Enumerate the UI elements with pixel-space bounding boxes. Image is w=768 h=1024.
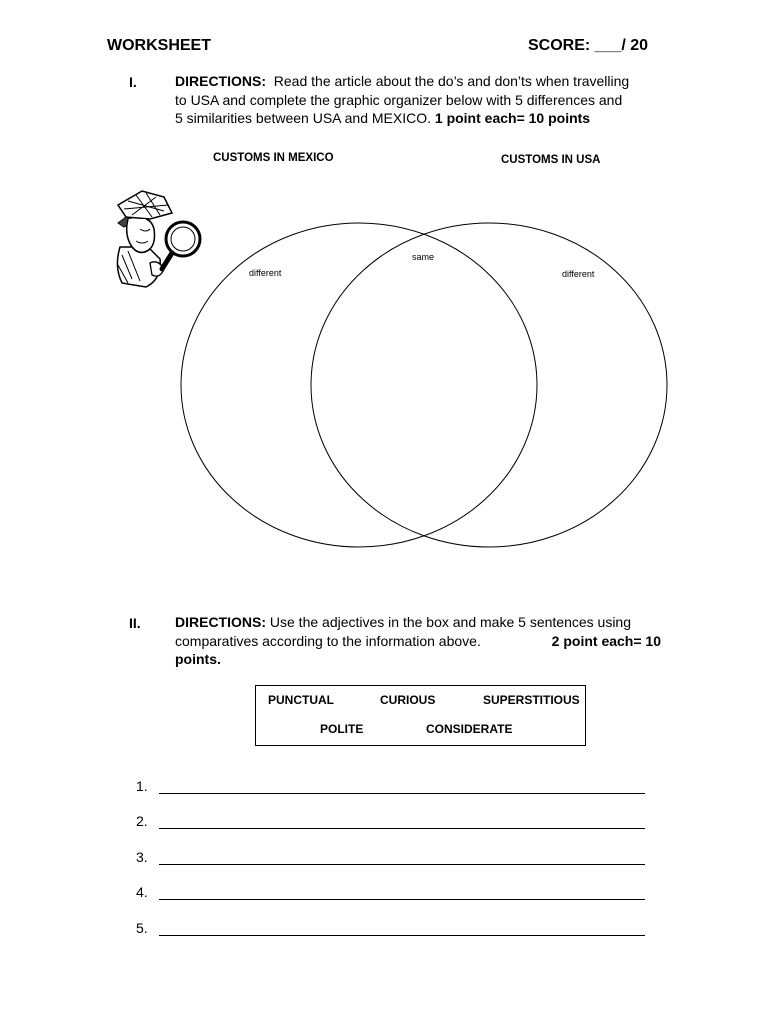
adjective-word: SUPERSTITIOUS xyxy=(483,693,580,707)
usa-circle xyxy=(311,223,667,547)
answer-number: 4. xyxy=(136,884,148,900)
directions-line-1: Read the article about the do’s and don’ts when travelling xyxy=(273,73,630,89)
directions-line-1: Use the adjectives in the box and make 5 sentences using xyxy=(269,614,631,630)
mexico-customs-heading: CUSTOMS IN MEXICO xyxy=(213,152,334,164)
answer-number: 3. xyxy=(136,849,148,865)
different-label-mexico: different xyxy=(249,268,282,278)
usa-customs-heading: CUSTOMS IN USA xyxy=(501,154,601,166)
directions-label: DIRECTIONS: xyxy=(175,614,266,630)
directions-label: DIRECTIONS: xyxy=(175,73,266,89)
points-note: 2 point each= 10 xyxy=(551,632,661,649)
answer-number: 1. xyxy=(136,778,148,794)
different-label-usa: different xyxy=(562,269,595,279)
answer-number: 5. xyxy=(136,920,148,936)
directions-line-2: to USA and complete the graphic organizer below with 5 differences and xyxy=(175,91,623,108)
answer-line[interactable] xyxy=(159,828,645,829)
section-2-numeral: II. xyxy=(129,615,141,631)
adjective-word: CONSIDERATE xyxy=(426,722,513,736)
adjective-word: PUNCTUAL xyxy=(268,693,334,707)
points-note: 1 point each= 10 points xyxy=(434,110,591,126)
answer-line[interactable] xyxy=(159,935,645,936)
same-label: same xyxy=(412,252,435,262)
points-note-end: points. xyxy=(175,651,221,667)
directions-line-2: comparatives according to the information above. xyxy=(175,632,481,649)
answer-line[interactable] xyxy=(159,864,645,865)
adjectives-box xyxy=(255,685,586,746)
answer-line[interactable] xyxy=(159,793,645,794)
adjective-word: CURIOUS xyxy=(380,693,436,707)
answer-line[interactable] xyxy=(159,899,645,900)
score-field: SCORE: ___/ 20 xyxy=(528,37,649,54)
section-1-numeral: I. xyxy=(129,74,137,90)
section-2-directions xyxy=(175,613,661,669)
worksheet-title: WORKSHEET xyxy=(107,37,211,54)
adjective-word: POLITE xyxy=(320,722,364,736)
mexico-circle xyxy=(181,223,537,547)
directions-line-3: 5 similarities between USA and MEXICO. xyxy=(175,110,431,126)
answer-number: 2. xyxy=(136,813,148,829)
